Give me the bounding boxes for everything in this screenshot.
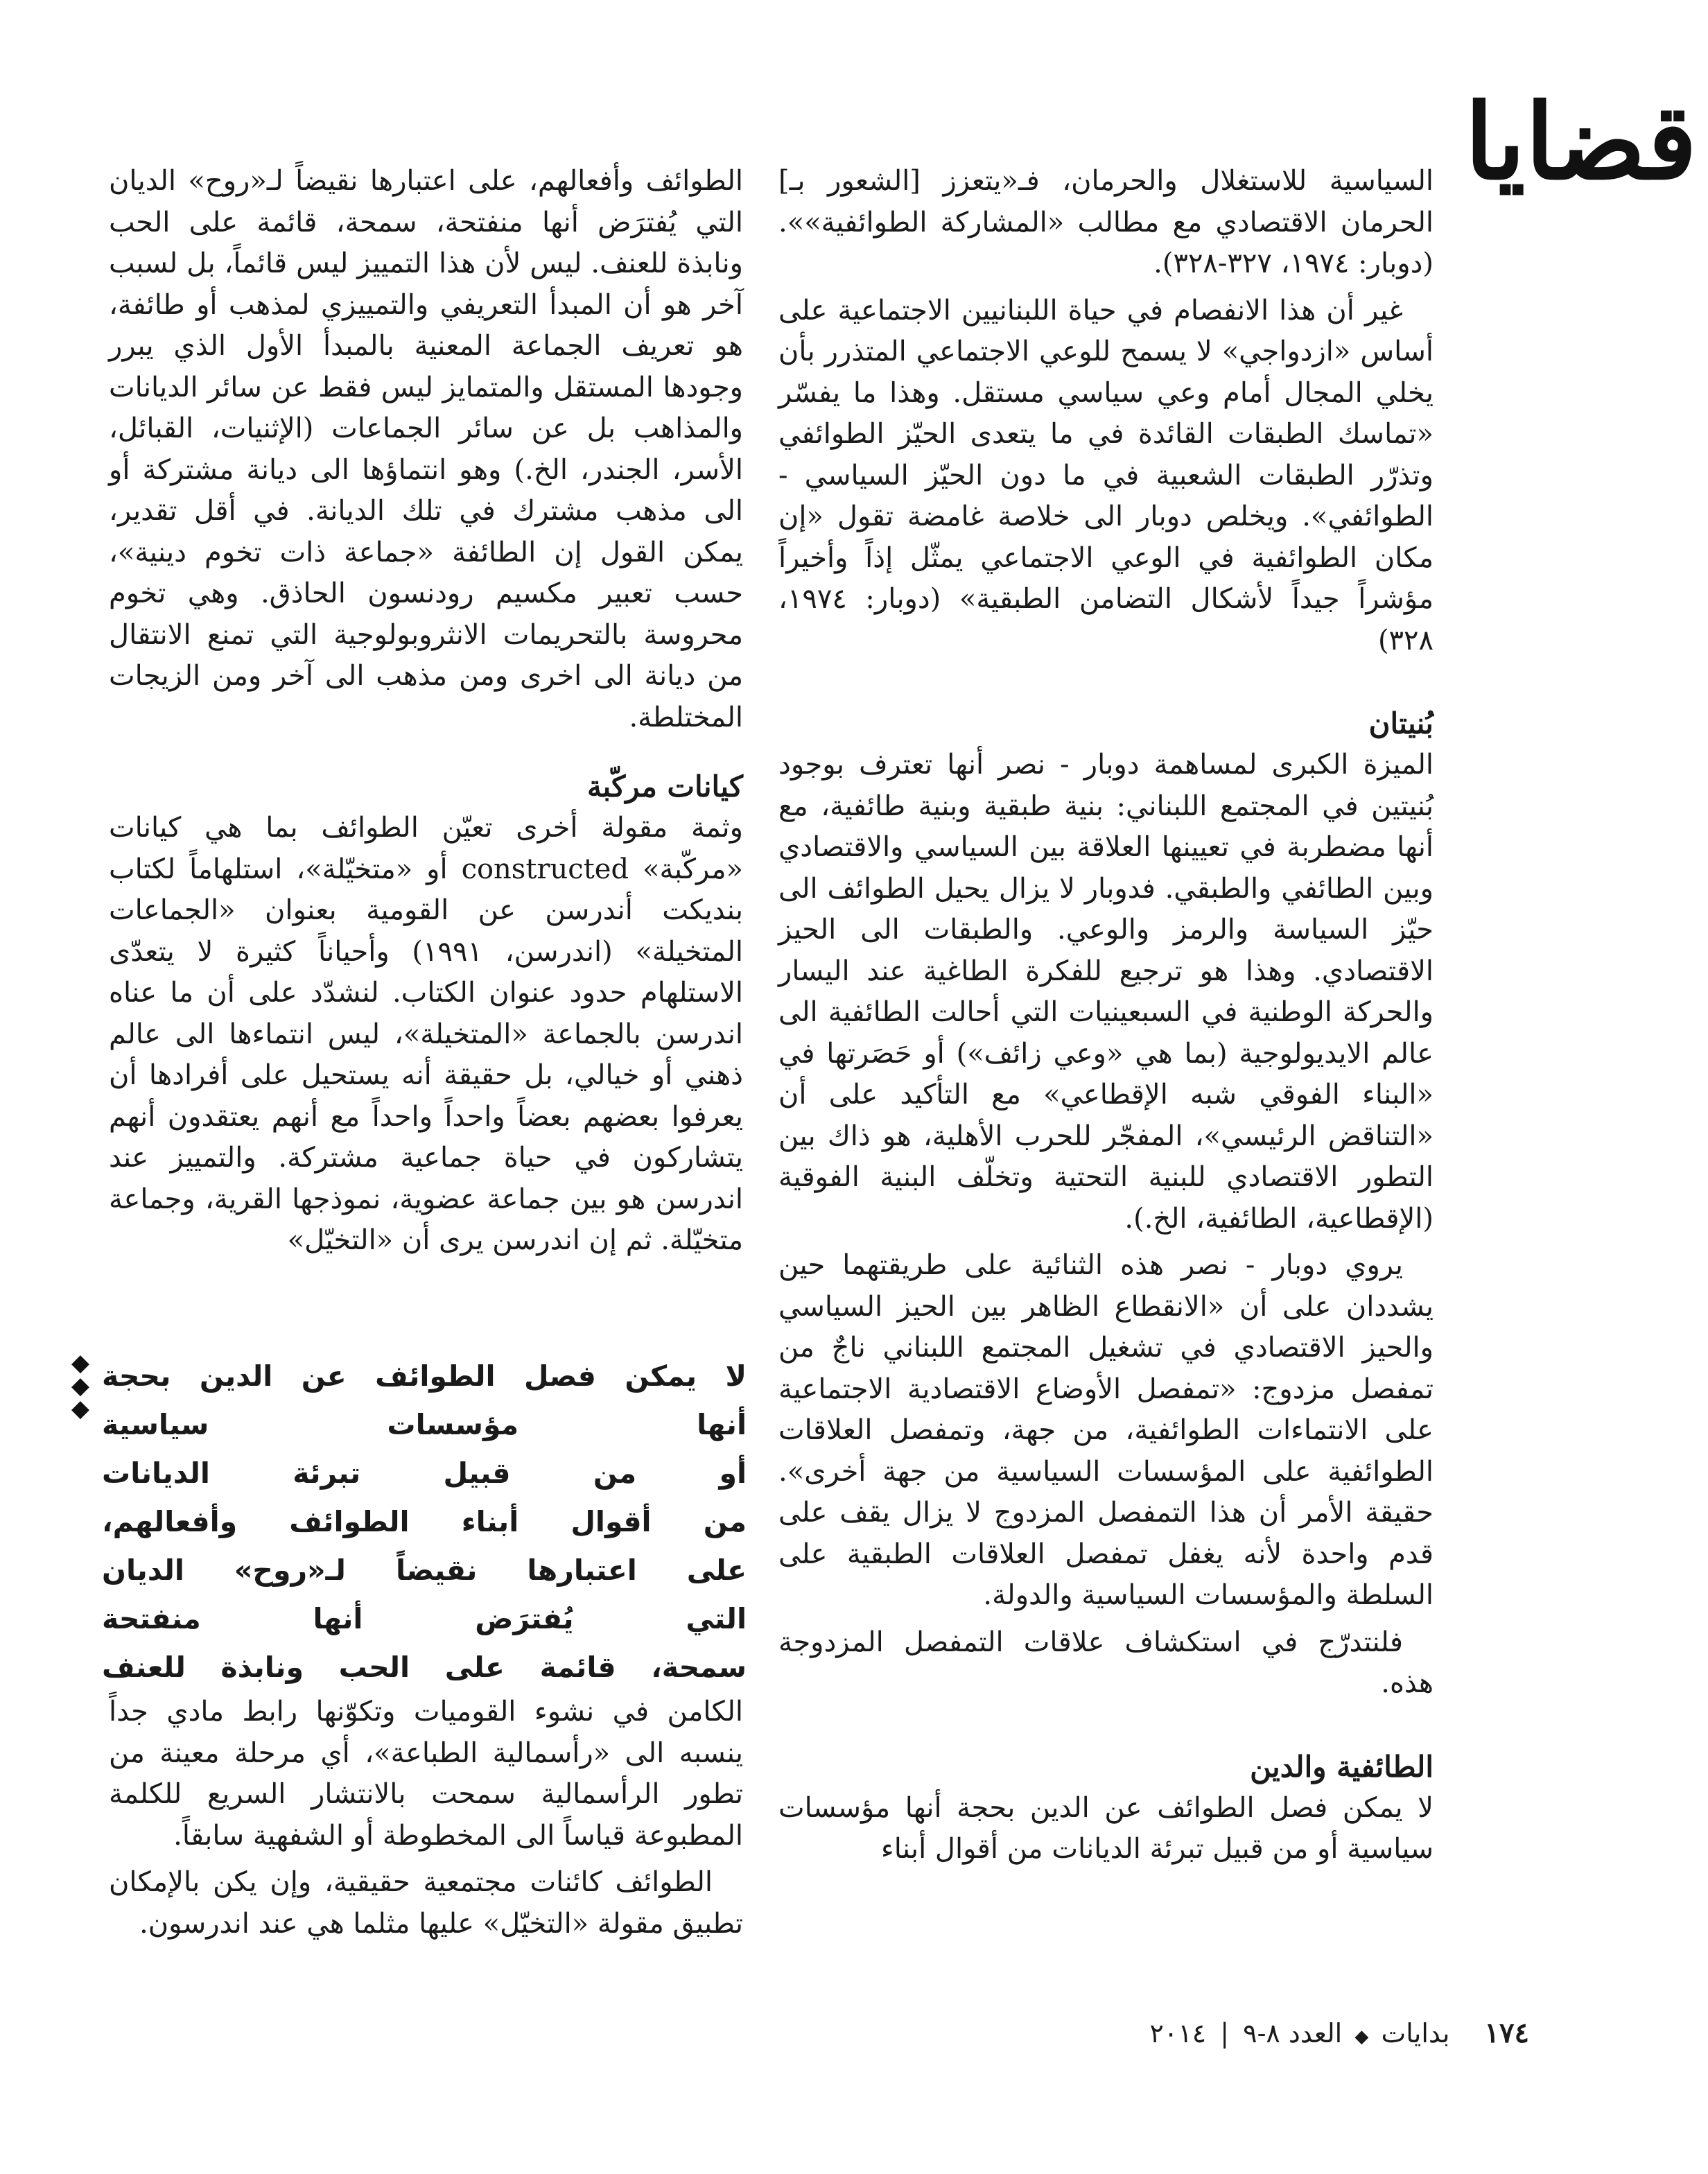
separator: | — [1220, 2018, 1230, 2049]
left-column-bottom — [109, 1692, 743, 1950]
paragraph: الطوائف وأفعالهم، على اعتبارها نقيضاً لـ«روح» الديان التي يُفترَض أنها منفتحة، سمحة، قائمة على الحب ونابذة للعنف. ليس لأن هذا التمييز ليس قائماً، بل لسبب آخر هو أن المبدأ التعريفي والتمييزي لمذهب أو طائفة، هو تعريف الجماعة المعنية بالمبدأ الأول الذي يبرر وجودها المستقل والمتمايز ليس فقط عن سائر الديانات والمذاهب بل عن سائر الجماعات (الإثنيات، القبائل، الأسر، الجندر، الخ.) وهو انتماؤها الى ديانة مشتركة أو الى مذهب مشترك في تلك الديانة. في أقل تقدير، يمكن القول إن الطائفة «جماعة ذات تخوم دينية»، حسب تعبير مكسيم رودنسون الحاذق. وهي تخوم محروسة بالتحريمات الانثروبولوجية التي تمنع الانتقال من ديانة الى اخرى ومن مذهب الى آخر ومن الزيجات المختلطة. — [109, 165, 743, 733]
paragraph: السياسية للاستغلال والحرمان، فـ«يتعزز [الشعور بـ] الحرمان الاقتصادي مع مطالب «المشاركة الطوائفية»». (دوبار: ١٩٧٤، ٣٢٧-٣٢٨). — [778, 165, 1434, 279]
journal-name: بدايات — [1381, 2018, 1450, 2049]
section-heading: كيانات مركّبة — [587, 769, 743, 803]
paragraph: فلنتدرّج في استكشاف علاقات التمفصل المزدوجة هذه. — [778, 1626, 1434, 1699]
paragraph: لا يمكن فصل الطوائف عن الدين بحجة أنها مؤسسات سياسية أو من قبيل تبرئة الديانات من أقوال أبناء — [778, 1791, 1434, 1865]
paragraph: وثمة مقولة أخرى تعيّن الطوائف بما هي كيانات «مركّبة» constructed أو «متخيّلة»، استلهاماً لكتاب بنديكت أندرسن عن القومية بعنوان «الجماعات المتخيلة» (اندرسن، ١٩٩١) وأحياناً كثيرة لا يتعدّى الاستلهام حدود عنوان الكتاب. لنشدّد على أن ما عناه اندرسن بالجماعة «المتخيلة»، ليس انتماءها الى عالم ذهني أو خيالي، بل حقيقة أنه يستحيل على أفرادها أن يعرفوا بعضهم بعضاً واحداً واحداً مع أنهم يعتقدون أنهم يتشاركون في حياة جماعية مشتركة. والتمييز عند اندرسن هو بين جماعة عضوية، نموذجها القرية، وجماعة متخيّلة. ثم إن اندرسن يرى أن «التخيّل» — [109, 812, 744, 1256]
paragraph: الطوائف كائنات مجتمعية حقيقية، وإن يكن بالإمكان تطبيق مقولة «التخيّل» عليها مثلما هي عند اندرسون. — [109, 1866, 743, 1940]
diamonds-icon: ◆ ◆ ◆ — [71, 1349, 90, 1423]
pull-quote-line: التي يُفترَض أنها منفتحة — [102, 1602, 747, 1635]
left-column — [109, 161, 743, 1267]
diamond-icon: ◆ — [1354, 2026, 1369, 2047]
pull-quote-text — [102, 1352, 747, 1692]
page-footer — [1150, 2016, 1530, 2054]
right-column — [778, 161, 1434, 1876]
paragraph: غير أن هذا الانفصام في حياة اللبنانيين الاجتماعية على أساس «ازدواجي» لا يسمح للوعي الاجتماعي المتذرر بأن يخلي المجال أمام وعي سياسي مستقل. وهذا ما يفسّر «تماسك الطبقات القائدة في ما يتعدى الحيّز الطوائفي وتذرّر الطبقات الشعبية في ما دون الحيّز السياسي - الطوائفي». ويخلص دوبار الى خلاصة غامضة تقول «إن مكان الطوائفية في الوعي الاجتماعي يمثّل إذاً وأخيراً مؤشراً جيداً لأشكال التضامن الطبقية» (دوبار: ١٩٧٤، ٣٢٨) — [778, 294, 1434, 656]
pull-quote-line: سمحة، قائمة على الحب ونابذة للعنف — [102, 1651, 747, 1684]
issue-number: العدد ٨-٩ — [1243, 2018, 1343, 2049]
paragraph: الميزة الكبرى لمساهمة دوبار - نصر أنها تعترف بوجود بُنيتين في المجتمع اللبناني: بنية طبقية وبنية طائفية، مع أنها مضطربة في تعيينها العلاقة بين السياسي والاقتصادي وبين الطائفي والطبقي. فدوبار لا يزال يحيل الطوائف الى حيّز السياسة والرمز والوعي. والطبقات الى الحيز الاقتصادي. وهذا هو ترجيع للفكرة الطاغية عند اليسار والحركة الوطنية في السبعينيات التي أحالت الطائفية الى عالم الايديولوجية (بما هي «وعي زائف») أو حَصَرتها في «البناء الفوقي شبه الإقطاعي» مع التأكيد على أن «التناقض الرئيسي»، المفجّر للحرب الأهلية، هو ذاك بين التطور الاقتصادي للبنية التحتية وتخلّف البنية الفوقية (الإقطاعية، الطائفية، الخ.). — [778, 749, 1434, 1235]
pull-quote — [64, 1349, 747, 1684]
pull-quote-line: من أقوال أبناء الطوائف وأفعالهم، — [102, 1505, 747, 1538]
section-heading: بُنيتان — [1368, 706, 1434, 740]
paragraph: الكامن في نشوء القوميات وتكوّنها رابط مادي جداً ينسبه الى «رأسمالية الطباعة»، أي مرحلة معينة من تطور الرأسمالية سمحت بالانتشار السريع للكلمة المطبوعة قياساً الى المخطوطة أو الشفهية سابقاً. — [109, 1696, 743, 1852]
pull-quote-line: أو من قبيل تبرئة الديانات — [102, 1456, 747, 1490]
section-heading: الطائفية والدين — [1250, 1749, 1434, 1784]
issue-year: ٢٠١٤ — [1149, 2018, 1207, 2049]
paragraph: يروي دوبار - نصر هذه الثنائية على طريقتهما حين يشددان على أن «الانقطاع الظاهر بين الحيز السياسي والحيز الاقتصادي في تشغيل المجتمع اللبناني ناجٌ من تمفصل مزدوج: «تمفصل الأوضاع الاقتصادية الاجتماعية على الانتماءات الطوائفية، من جهة، وتمفصل العلاقات الطوائفية على المؤسسات السياسية من جهة أخرى». حقيقة الأمر أن هذا التمفصل المزدوج لا يزال يقف على قدم واحدة لأنه يغفل تمفصل العلاقات الطبقية على السلطة والمؤسسات السياسية والدولة. — [778, 1249, 1434, 1611]
pull-quote-line: على اعتبارها نقيضاً لـ«روح» الديان — [102, 1554, 747, 1587]
page-number: ١٧٤ — [1484, 2017, 1529, 2049]
pull-quote-line: أنها مؤسسات سياسية — [102, 1408, 747, 1441]
pull-quote-line: لا يمكن فصل الطوائف عن الدين بحجة — [102, 1359, 747, 1393]
masthead-logo: قضايا — [1465, 81, 1697, 203]
